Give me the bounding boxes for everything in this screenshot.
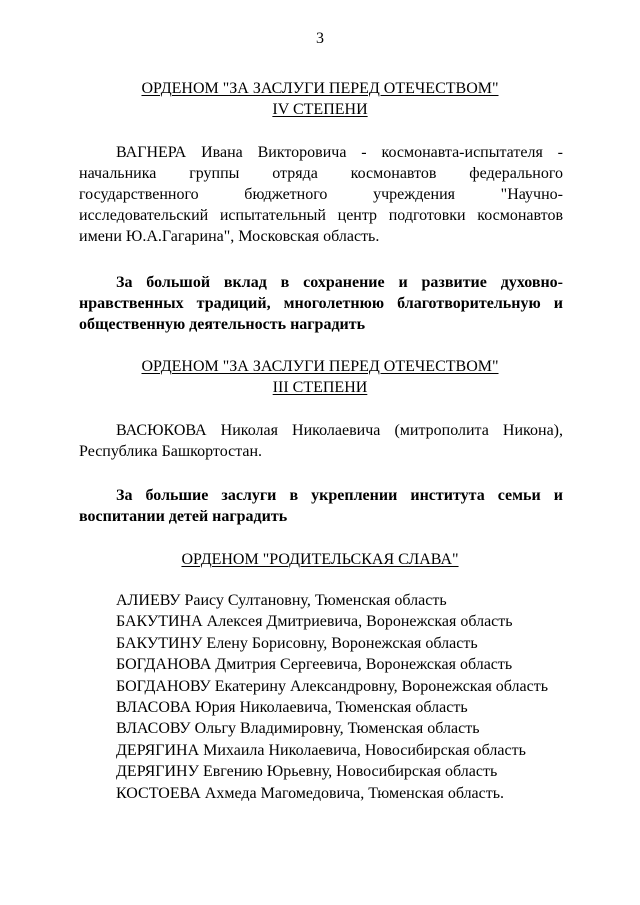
- list-item: ВЛАСОВУ Ольгу Владимировну, Тюменская область: [116, 720, 480, 738]
- list-item: ДЕРЯГИНУ Евгению Юрьевну, Новосибирская область: [116, 763, 498, 781]
- order-heading-iv-degree: [0, 78, 640, 120]
- order-heading-line1: ОРДЕНОМ "РОДИТЕЛЬСКАЯ СЛАВА": [181, 551, 459, 568]
- list-item: ДЕРЯГИНА Михаила Николаевича, Новосибирская область: [116, 741, 526, 759]
- list-item: ВЛАСОВА Юрия Николаевича, Тюменская область: [116, 699, 468, 717]
- list-item: БАКУТИНУ Елену Борисовну, Воронежская область: [116, 634, 478, 652]
- page-number: 3: [316, 30, 324, 47]
- order-heading-iii-degree: [0, 356, 640, 398]
- order-heading-line1: ОРДЕНОМ "ЗА ЗАСЛУГИ ПЕРЕД ОТЕЧЕСТВОМ": [141, 358, 499, 375]
- award-reason-paragraph: За большие заслуги в укреплении института семьи и воспитании детей наградить: [79, 487, 563, 525]
- recipient-paragraph: ВАСЮКОВА Николая Николаевича (митрополита Никона), Республика Башкортостан.: [79, 422, 563, 460]
- order-heading-line2: III СТЕПЕНИ: [272, 379, 368, 396]
- recipients-list: [116, 590, 548, 804]
- list-item: БОГДАНОВУ Екатерину Александровну, Воронежская область: [116, 677, 549, 695]
- order-heading-line2: IV СТЕПЕНИ: [272, 101, 368, 118]
- recipient-paragraph: ВАГНЕРА Ивана Викторовича - космонавта-испытателя - начальника группы отряда космонавтов федерального государственного бюджетного учреждения "Научно-исследовательский испытательный центр подготовки космонавтов имени Ю.А.Гагарина", Московская область.: [79, 144, 563, 245]
- list-item: БАКУТИНА Алексея Дмитриевича, Воронежская область: [116, 613, 513, 631]
- list-item: КОСТОЕВА Ахмеда Магомедовича, Тюменская область.: [116, 784, 505, 802]
- list-item: АЛИЕВУ Раису Султановну, Тюменская область: [116, 592, 447, 609]
- award-reason-paragraph: За большой вклад в сохранение и развитие духовно-нравственных традиций, многолетнюю благотворительную и общественную деятельность наградить: [79, 274, 563, 333]
- list-item: БОГДАНОВА Дмитрия Сергеевича, Воронежская область: [116, 656, 513, 674]
- order-heading-parental-glory: [0, 549, 640, 570]
- order-heading-line1: ОРДЕНОМ "ЗА ЗАСЛУГИ ПЕРЕД ОТЕЧЕСТВОМ": [141, 80, 499, 97]
